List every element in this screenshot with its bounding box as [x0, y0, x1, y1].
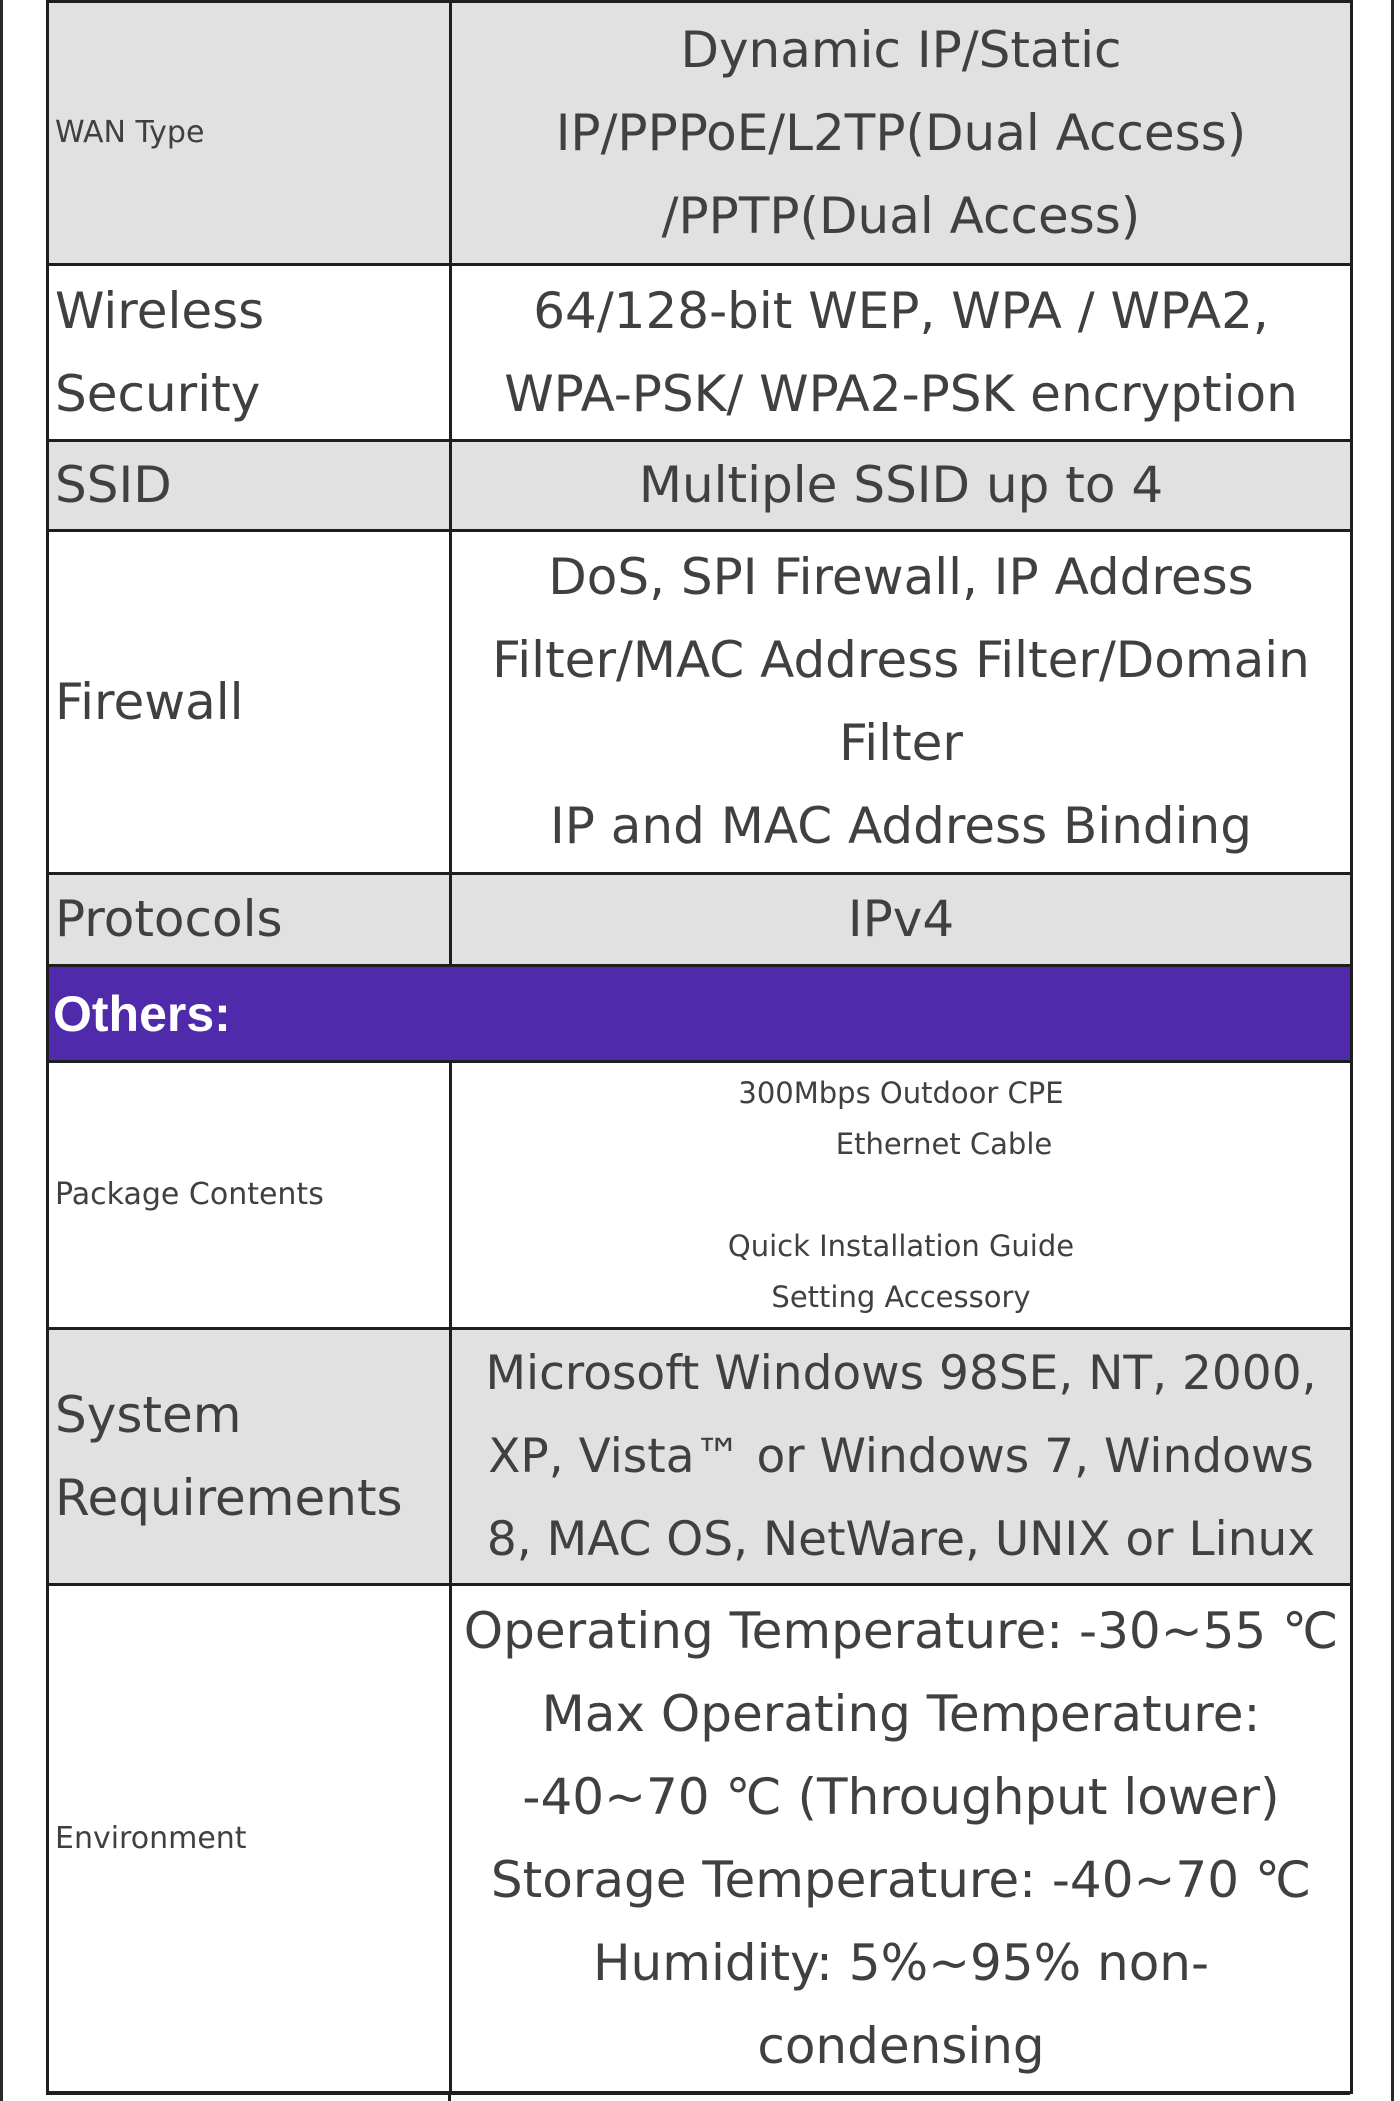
- spec-value: Multiple SSID up to 4: [451, 441, 1352, 531]
- spec-value: Microsoft Windows 98SE, NT, 2000, XP, Vista™ or Windows 7, Windows 8, MAC OS, NetWare, UNIX or Linux: [451, 1329, 1352, 1585]
- spec-value: Operating Temperature: -30~55 ℃ Max Operating Temperature: -40~70 ℃ (Throughput lower) Storage Temperature: -40~70 ℃ Humidity: 5%~95% non- condensing: [451, 1585, 1352, 2093]
- spec-value: 64/128-bit WEP, WPA / WPA2, WPA-PSK/ WPA2-PSK encryption: [451, 265, 1352, 441]
- spec-label: Protocols: [48, 874, 451, 966]
- spec-label: Package Contents: [48, 1062, 451, 1329]
- spec-row-system-requirements: [48, 1329, 1352, 1585]
- spec-value: IPv4: [451, 874, 1352, 966]
- table-column-divider: [448, 2092, 451, 2101]
- section-header-others: [48, 966, 1352, 1062]
- spec-label: System Requirements: [48, 1329, 451, 1585]
- spec-label: Wireless Security: [48, 265, 451, 441]
- spec-value: Dynamic IP/Static IP/PPPoE/L2TP(Dual Access) /PPTP(Dual Access): [451, 2, 1352, 265]
- table-bottom-rule: [46, 2092, 1350, 2095]
- spec-row-firewall: [48, 531, 1352, 874]
- spec-row-ssid: [48, 441, 1352, 531]
- spec-row-protocols: [48, 874, 1352, 966]
- spec-row-environment: [48, 1585, 1352, 2093]
- spec-label: SSID: [48, 441, 451, 531]
- spec-label: WAN Type: [48, 2, 451, 265]
- spec-row-wan-type: [48, 2, 1352, 265]
- section-title: Others:: [48, 966, 1352, 1062]
- page-frame-right: [1391, 0, 1394, 2101]
- page-frame-left: [0, 0, 3, 2101]
- spec-value: DoS, SPI Firewall, IP Address Filter/MAC Address Filter/Domain Filter IP and MAC Address Binding: [451, 531, 1352, 874]
- spec-row-wireless-security: [48, 265, 1352, 441]
- spec-label: Firewall: [48, 531, 451, 874]
- spec-value: 300Mbps Outdoor CPE Ethernet Cable Quick Installation Guide Setting Accessory: [451, 1062, 1352, 1329]
- specifications-table: [46, 0, 1353, 2094]
- spec-row-package-contents: [48, 1062, 1352, 1329]
- spec-label: Environment: [48, 1585, 451, 2093]
